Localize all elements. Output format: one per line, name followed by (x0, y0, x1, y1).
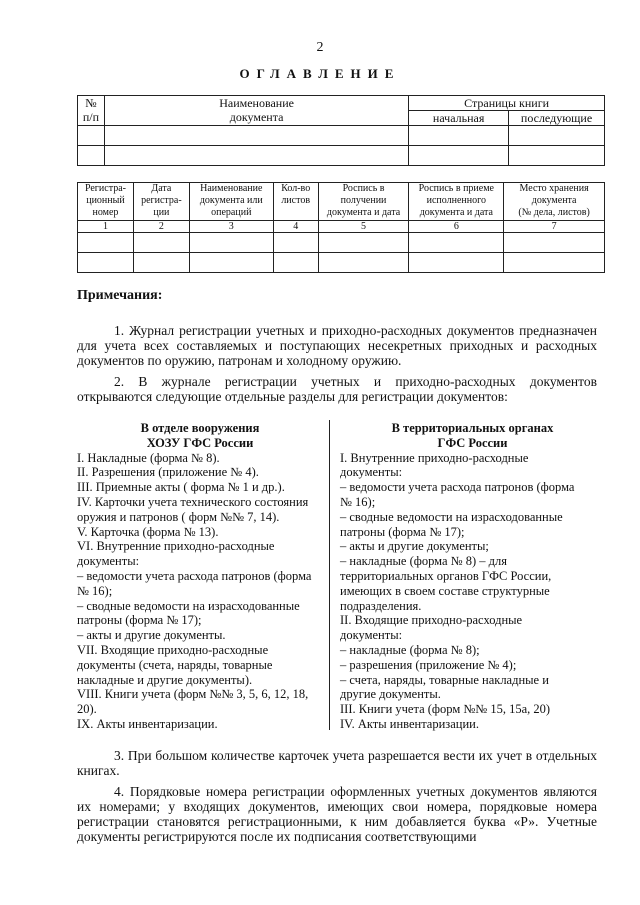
reg-header-storage: Место хранения документа (№ дела, листов) (504, 183, 605, 221)
list-item: другие документы. (340, 687, 441, 702)
list-item: – счета, наряды, товарные накладные и (340, 672, 549, 687)
list-item: № 16); (77, 583, 113, 598)
right-column-list (340, 451, 605, 732)
reg-header-date: Дата регистра- ции (133, 183, 189, 221)
toc-header-end: последующие (509, 111, 605, 126)
left-column (77, 421, 323, 732)
list-item: V. Карточка (форма № 13). (77, 524, 219, 539)
list-item: оружия и патронов ( форм №№ 7, 14). (77, 509, 280, 524)
left-column-heading: В отделе вооружения (140, 421, 260, 435)
list-item: II. Разрешения (приложение № 4). (77, 465, 259, 480)
list-item: VII. Входящие приходно-расходные (77, 642, 269, 657)
column-number: 4 (273, 221, 318, 233)
note-paragraph-4: 4. Порядковые номера регистрации оформленных учетных документов являются их номерами; у входящих документов, имеющих свои номера, порядковые номера регистрации становятся регистрационными, к ним добавляется буква «Р». Учетные документы регистрируются после их подписания соответствующими (77, 784, 597, 844)
list-item: документы: (340, 465, 403, 480)
list-item: VI. Внутренние приходно-расходные (77, 539, 275, 554)
note-paragraph-2: 2. В журнале регистрации учетных и приходно-расходных документов открываются следующие отдельные разделы для регистрации документов: (77, 374, 597, 404)
column-number: 5 (318, 221, 409, 233)
toc-header-name: Наименование документа (104, 96, 408, 126)
list-item: – акты и другие документы; (340, 539, 489, 554)
toc-header-num: № п/п (78, 96, 105, 126)
page-title: ОГЛАВЛЕНИЕ (239, 66, 401, 81)
left-column-heading: ХОЗУ ГФС России (146, 435, 254, 450)
list-item: III. Приемные акты ( форма № 1 и др.). (77, 480, 285, 495)
column-number: 1 (78, 221, 134, 233)
table-row (78, 221, 605, 233)
left-column-list (77, 451, 323, 732)
list-item: IX. Акты инвентаризации. (77, 716, 218, 731)
list-item: VIII. Книги учета (форм №№ 3, 5, 6, 12, 18, (77, 687, 309, 702)
toc-table (77, 95, 605, 166)
column-number: 3 (189, 221, 273, 233)
note-paragraph-1: 1. Журнал регистрации учетных и приходно-расходных документов предназначен для учета всех составляемых и поступающих несекретных приходных и расходных документов по оружию, патронам и холодному оружию. (77, 323, 597, 368)
page-number: 2 (316, 40, 324, 55)
column-number: 6 (409, 221, 504, 233)
notes-title: Примечания: (77, 288, 163, 303)
list-item: документы: (77, 554, 140, 569)
reg-header-number: Регистра- ционный номер (78, 183, 134, 221)
list-item: IV. Карточки учета технического состояния (77, 494, 309, 509)
list-item: – сводные ведомости на израсходованные (77, 598, 300, 613)
note-paragraph-3: 3. При большом количестве карточек учета разрешается вести их учет в отдельных книгах. (77, 748, 597, 778)
table-row (78, 233, 605, 253)
column-number: 7 (504, 221, 605, 233)
list-item: территориальных органов ГФС России, (340, 568, 552, 583)
right-column-heading: ГФС России (437, 435, 508, 450)
list-item: подразделения. (340, 598, 422, 613)
right-column-heading: В территориальных органах (391, 421, 554, 435)
table-row (78, 253, 605, 273)
list-item: накладные и другие документы). (77, 672, 253, 687)
list-item: – акты и другие документы. (77, 628, 226, 643)
right-column (340, 421, 605, 732)
reg-header-acceptance: Роспись в приеме исполненного документа и дата (409, 183, 504, 221)
toc-header-start: начальная (409, 111, 509, 126)
list-item: II. Входящие приходно-расходные (340, 613, 523, 628)
list-item: № 16); (340, 494, 376, 509)
reg-header-name: Наименование документа или операций (189, 183, 273, 221)
list-item: IV. Акты инвентаризации. (340, 716, 479, 731)
reg-header-receipt: Роспись в получении документа и дата (318, 183, 409, 221)
list-item: имеющих в своем составе структурные (340, 583, 550, 598)
list-item: документы (счета, наряды, товарные (77, 657, 273, 672)
list-item: I. Внутренние приходно-расходные (340, 450, 529, 465)
reg-header-sheets: Кол-во листов (273, 183, 318, 221)
column-number: 2 (133, 221, 189, 233)
toc-header-pages: Страницы книги (409, 96, 605, 111)
list-item: 20). (77, 702, 97, 717)
list-item: I. Накладные (форма № 8). (77, 450, 220, 465)
registration-table (77, 182, 605, 273)
list-item: – накладные (форма № 8) – для (340, 554, 507, 569)
list-item: – разрешения (приложение № 4); (340, 657, 517, 672)
list-item: III. Книги учета (форм №№ 15, 15а, 20) (340, 702, 551, 717)
list-item: патроны (форма № 17); (77, 613, 202, 628)
list-item: – ведомости учета расхода патронов (форма (340, 480, 575, 495)
list-item: документы: (340, 628, 403, 643)
table-row (78, 146, 605, 166)
column-divider (329, 420, 330, 730)
list-item: патроны (форма № 17); (340, 524, 465, 539)
table-row (78, 126, 605, 146)
list-item: – ведомости учета расхода патронов (форма (77, 568, 312, 583)
list-item: – сводные ведомости на израсходованные (340, 509, 563, 524)
list-item: – накладные (форма № 8); (340, 642, 480, 657)
